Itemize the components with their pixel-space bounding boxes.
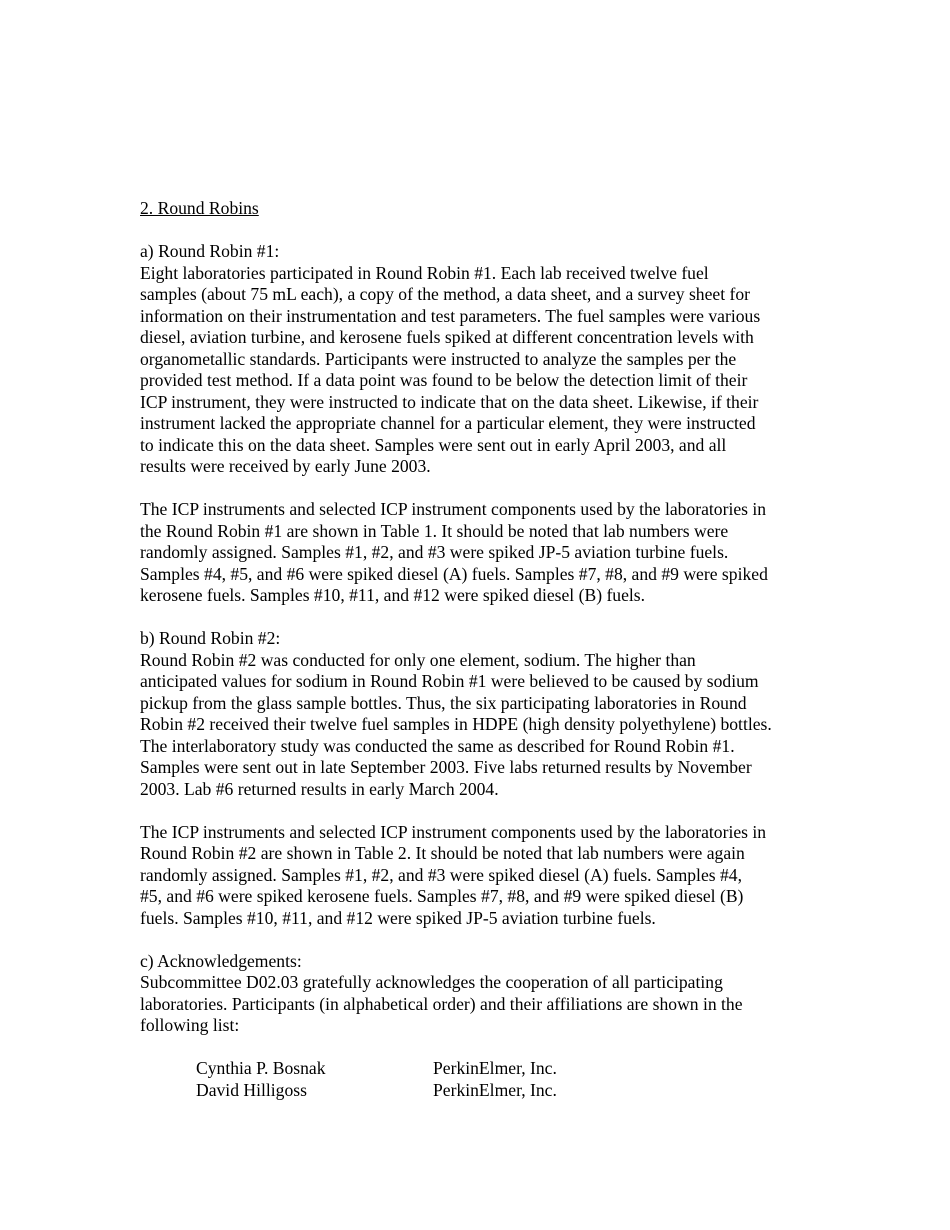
participant-row [196, 1058, 830, 1080]
text-line: Samples were sent out in late September 2003. Five labs returned results by November [140, 757, 752, 777]
participant-list [196, 1058, 830, 1101]
text-line: results were received by early June 2003. [140, 456, 431, 476]
text-line: The ICP instruments and selected ICP instrument components used by the laboratories in [140, 499, 767, 519]
rr1-paragraph-2 [140, 499, 830, 607]
text-line: ICP instrument, they were instructed to indicate that on the data sheet. Likewise, if their [140, 391, 759, 412]
rr1-heading: a) Round Robin #1: [140, 241, 280, 261]
rr2-heading: b) Round Robin #2: [140, 628, 281, 648]
spacer [140, 800, 830, 822]
text-line: #5, and #6 were spiked kerosene fuels. Samples #7, #8, and #9 were spiked diesel (B) [140, 886, 744, 906]
text-line: pickup from the glass sample bottles. Thus, the six participating laboratories in Round [140, 692, 747, 713]
participant-affiliation: PerkinElmer, Inc. [433, 1058, 557, 1078]
spacer [140, 1037, 830, 1059]
spacer [140, 478, 830, 500]
text-line: anticipated values for sodium in Round Robin #1 were believed to be caused by sodium [140, 671, 759, 691]
rr1-paragraph-1 [140, 263, 830, 478]
spacer [140, 929, 830, 951]
spacer [140, 607, 830, 629]
text-line: samples (about 75 mL each), a copy of the method, a data sheet, and a survey sheet for [140, 284, 751, 304]
text-line: The interlaboratory study was conducted the same as described for Round Robin #1. [140, 735, 735, 756]
rr2-paragraph-2 [140, 822, 830, 930]
text-line: Round Robin #2 was conducted for only one element, sodium. The higher than [140, 649, 696, 670]
text-line: to indicate this on the data sheet. Samples were sent out in early April 2003, and all [140, 434, 727, 455]
text-line: information on their instrumentation and test parameters. The fuel samples were various [140, 305, 761, 326]
text-line: kerosene fuels. Samples #10, #11, and #12 were spiked diesel (B) fuels. [140, 585, 646, 605]
text-line: The ICP instruments and selected ICP instrument components used by the laboratories in [140, 821, 767, 842]
ack-paragraph [140, 972, 830, 1037]
text-line: fuels. Samples #10, #11, and #12 were spiked JP-5 aviation turbine fuels. [140, 907, 656, 928]
text-line: provided test method. If a data point was found to be below the detection limit of their [140, 370, 748, 390]
ack-heading: c) Acknowledgements: [140, 950, 302, 971]
participant-name: David Hilligoss [196, 1079, 307, 1100]
text-line: diesel, aviation turbine, and kerosene fuels spiked at different concentration levels with [140, 327, 754, 347]
text-line: Samples #4, #5, and #6 were spiked diesel (A) fuels. Samples #7, #8, and #9 were spiked [140, 563, 768, 584]
text-line: laboratories. Participants (in alphabetical order) and their affiliations are shown in the [140, 993, 743, 1014]
text-line: randomly assigned. Samples #1, #2, and #3 were spiked diesel (A) fuels. Samples #4, [140, 864, 742, 885]
rr2-paragraph-1 [140, 650, 830, 801]
text-line: randomly assigned. Samples #1, #2, and #3 were spiked JP-5 aviation turbine fuels. [140, 542, 729, 562]
section-title: 2. Round Robins [140, 198, 259, 218]
spacer [140, 220, 830, 242]
text-line: Robin #2 received their twelve fuel samples in HDPE (high density polyethylene) bottles. [140, 714, 772, 734]
text-line: 2003. Lab #6 returned results in early March 2004. [140, 778, 499, 799]
text-line: Round Robin #2 are shown in Table 2. It should be noted that lab numbers were again [140, 843, 745, 863]
document-page [140, 198, 830, 1101]
text-line: the Round Robin #1 are shown in Table 1. It should be noted that lab numbers were [140, 520, 729, 541]
text-line: instrument lacked the appropriate channel for a particular element, they were instructed [140, 413, 756, 433]
text-line: organometallic standards. Participants were instructed to analyze the samples per the [140, 348, 737, 369]
participant-affiliation: PerkinElmer, Inc. [433, 1079, 557, 1100]
participant-name: Cynthia P. Bosnak [196, 1058, 326, 1078]
text-line: Eight laboratories participated in Round Robin #1. Each lab received twelve fuel [140, 262, 709, 283]
text-line: following list: [140, 1015, 240, 1035]
text-line: Subcommittee D02.03 gratefully acknowledges the cooperation of all participating [140, 972, 723, 992]
participant-row [196, 1080, 830, 1102]
